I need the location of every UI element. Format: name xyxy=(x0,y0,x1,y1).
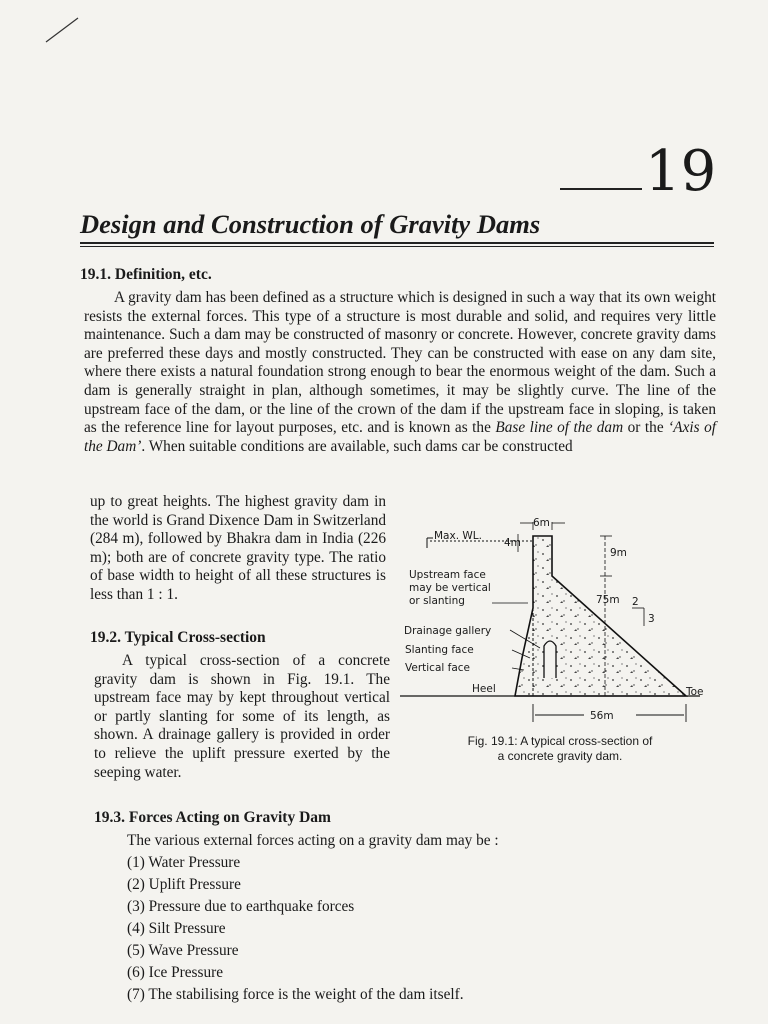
or-text: or the xyxy=(623,419,669,437)
label-upstream-face-1: Upstream face xyxy=(409,569,486,581)
list-item: (7) The stabilising force is the weight of the dam itself. xyxy=(127,986,464,1003)
pen-mark xyxy=(44,16,80,44)
label-slope-v: 3 xyxy=(648,613,655,625)
title-rule-bottom xyxy=(80,246,714,247)
label-drainage-gallery: Drainage gallery xyxy=(404,625,492,637)
list-item: (6) Ice Pressure xyxy=(127,964,223,981)
dam-body xyxy=(515,536,686,696)
section-heading-forces: 19.3. Forces Acting on Gravity Dam xyxy=(94,809,331,826)
label-top-width: 6m xyxy=(533,517,550,529)
list-item: (2) Uplift Pressure xyxy=(127,876,241,893)
heights-paragraph: up to great heights. The highest gravity dam in the world is Grand Dixence Dam in Switzerland (284 m), followed by Bhakra dam in India (226 m); both are of concrete gravity type. The ratio of base width to height of all these structures is less than 1 : 1. xyxy=(90,493,386,603)
chapter-number: 19 xyxy=(645,139,717,204)
label-upstream-face-2: may be vertical xyxy=(409,582,491,594)
figure-caption-line-2: a concrete gravity dam. xyxy=(497,749,623,763)
section-heading-definition: 19.1. Definition, etc. xyxy=(80,266,212,283)
definition-text-end: . When suitable conditions are available, such dams car be constructed xyxy=(141,437,573,455)
label-upstream-face-3: or slanting xyxy=(409,595,465,607)
title-rule-top xyxy=(80,242,714,244)
label-freeboard: 4m xyxy=(504,537,521,549)
chapter-number-line xyxy=(560,188,642,190)
definition-paragraph xyxy=(84,289,716,456)
definition-text: A gravity dam has been defined as a structure which is designed in such a way that its own weight resists the external forces. This type of a structure is most durable and solid, and requires very little maintenance. Such a dam may be constructed of masonry or concrete. However, concrete gravity dams are preferred these days and mostly constructed. They can be constructed with ease on any dam site, where there exists a natural foundation strong enough to bear the enormous weight of the dam. Such a dam is generally straight in plan, although sometimes, it may be slightly curve. The line of the upstream face of the dam, or the line of the crown of the dam if the upstream face in sloping, is taken as the reference line for layout purposes, etc. and is known as the xyxy=(84,289,716,437)
label-slanting-face: Slanting face xyxy=(405,644,474,656)
label-vertical-face: Vertical face xyxy=(405,662,471,674)
label-75m: 75m xyxy=(596,594,620,606)
list-item: (1) Water Pressure xyxy=(127,854,241,871)
label-9m: 9m xyxy=(610,547,627,559)
chapter-title: Design and Construction of Gravity Dams xyxy=(80,209,541,239)
list-item: (4) Silt Pressure xyxy=(127,920,226,937)
label-base-width: 56m xyxy=(590,710,614,722)
label-max-wl: Max. WL. xyxy=(434,530,482,542)
dam-cross-section-diagram xyxy=(400,508,716,734)
axis-term: ‘Axis of the Dam’ xyxy=(84,419,716,455)
list-item: (3) Pressure due to earthquake forces xyxy=(127,898,355,915)
section-heading-cross-section: 19.2. Typical Cross-section xyxy=(90,629,266,646)
label-toe: Toe xyxy=(686,686,704,698)
label-heel: Heel xyxy=(472,683,496,695)
forces-intro: The various external forces acting on a gravity dam may be : xyxy=(127,832,499,849)
forces-list xyxy=(127,852,464,1006)
figure-caption-line-1: Fig. 19.1: A typical cross-section of xyxy=(467,734,653,748)
figure-caption xyxy=(420,734,700,764)
cross-section-paragraph: A typical cross-section of a concrete gravity dam is shown in Fig. 19.1. The upstream face may by kept throughout vertical or partly slanting for some of its length, as shown. A drainage gallery is provided in order to relieve the uplift pressure exerted by the seeping water. xyxy=(94,652,390,781)
base-line-term: Base line of the dam xyxy=(495,419,624,437)
list-item: (5) Wave Pressure xyxy=(127,942,239,959)
label-slope-h: 2 xyxy=(632,596,639,608)
drainage-gallery xyxy=(544,641,556,678)
